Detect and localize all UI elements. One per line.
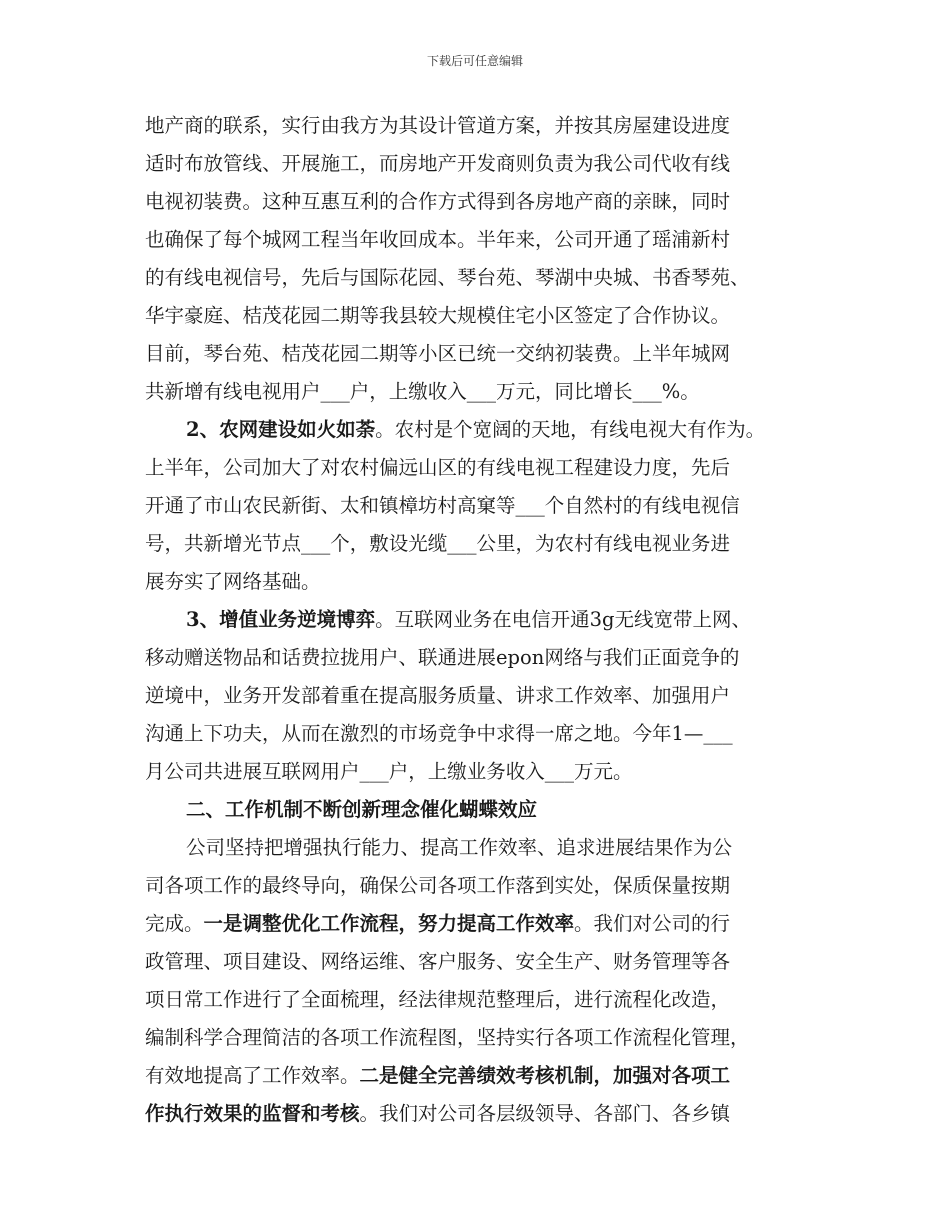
text-segment: 共新增有线电视用户___户，上缴收入___万元，同比增长___%。 bbox=[145, 380, 700, 403]
text-line-15 bbox=[145, 639, 739, 677]
text-segment: 号，共新增光节点___个，敷设光缆___公里，为农村有线电视业务进 bbox=[145, 532, 731, 555]
text-line-3 bbox=[145, 183, 730, 221]
text-segment: 也确保了每个城网工程当年收回成本。半年来，公司开通了瑶浦新村 bbox=[145, 228, 731, 251]
bold-heading-segment: 二、工作机制不断创新理念催化蝴蝶效应 bbox=[186, 798, 538, 821]
bold-heading-segment: 2、农网建设如火如荼 bbox=[186, 418, 376, 441]
bold-emphasis-segment: 二是健全完善绩效考核机制，加强对各项工 bbox=[359, 1064, 731, 1087]
text-line-7 bbox=[145, 335, 730, 373]
text-segment: 沟通上下功夫，从而在激烈的市场竞争中求得一席之地。今年1—___ bbox=[145, 722, 733, 745]
text-segment: 有效地提高了工作效率。 bbox=[145, 1064, 360, 1087]
text-line-27 bbox=[145, 1095, 730, 1133]
text-line-9 bbox=[186, 411, 765, 449]
text-segment: 目前，琴台苑、桔茂花园二期等小区已统一交纳初装费。上半年城网 bbox=[145, 342, 731, 365]
text-line-26 bbox=[145, 1057, 730, 1095]
text-line-5 bbox=[145, 259, 750, 297]
text-line-14 bbox=[186, 601, 751, 639]
text-segment: 开通了市山农民新街、太和镇樟坊村高窠等___个自然村的有线电视信 bbox=[145, 494, 740, 517]
text-line-20 bbox=[186, 829, 732, 867]
text-line-11 bbox=[145, 487, 740, 525]
text-segment: 编制科学合理简洁的各项工作流程图，坚持实行各项工作流程化管理， bbox=[145, 1026, 750, 1049]
text-segment: 适时布放管线、开展施工，而房地产开发商则负责为我公司代收有线 bbox=[145, 152, 731, 175]
text-line-16 bbox=[145, 677, 730, 715]
text-segment: 上半年，公司加大了对农村偏远山区的有线电视工程建设力度，先后 bbox=[145, 456, 731, 479]
text-segment: 地产商的联系，实行由我方为其设计管道方案，并按其房屋建设进度 bbox=[145, 114, 731, 137]
text-segment: 司各项工作的最终导向，确保公司各项工作落到实处，保质保量按期 bbox=[145, 874, 731, 897]
text-segment: 电视初装费。这种互惠互利的合作方式得到各房地产商的亲睐，同时 bbox=[145, 190, 731, 213]
text-segment: 的有线电视信号，先后与国际花园、琴台苑、琴湖中央城、书香琴苑、 bbox=[145, 266, 750, 289]
text-line-25 bbox=[145, 1019, 750, 1057]
text-line-24 bbox=[145, 981, 730, 1019]
page-header-note: 下载后可任意编辑 bbox=[426, 54, 523, 68]
bold-heading-segment: 3、增值业务逆境博弈 bbox=[186, 608, 376, 631]
text-segment: 月公司共进展互联网用户___户，上缴业务收入___万元。 bbox=[145, 760, 633, 783]
text-segment: 华宇豪庭、桔茂花园二期等我县较大规模住宅小区签定了合作协议。 bbox=[145, 304, 731, 327]
text-segment: 。我们对公司的行 bbox=[574, 912, 731, 935]
bold-emphasis-segment: 一是调整优化工作流程，努力提高工作效率 bbox=[203, 912, 575, 935]
text-line-17 bbox=[145, 715, 733, 753]
text-line-4 bbox=[145, 221, 730, 259]
text-segment: 项日常工作进行了全面梳理，经法律规范整理后，进行流程化改造， bbox=[145, 988, 731, 1011]
text-segment: 逆境中，业务开发部着重在提高服务质量、讲求工作效率、加强用户 bbox=[145, 684, 731, 707]
text-line-23 bbox=[145, 943, 730, 981]
text-segment: 。互联网业务在电信开通3g无线宽带上网、 bbox=[375, 608, 751, 631]
text-line-6 bbox=[145, 297, 730, 335]
text-segment: 政管理、项目建设、网络运维、客户服务、安全生产、财务管理等各 bbox=[145, 950, 731, 973]
text-segment: 展夯实了网络基础。 bbox=[145, 570, 321, 593]
text-segment: 公司坚持把增强执行能力、提高工作效率、追求进展结果作为公 bbox=[186, 836, 733, 859]
text-line-21 bbox=[145, 867, 730, 905]
text-line-2 bbox=[145, 145, 730, 183]
section-heading bbox=[186, 791, 537, 829]
text-line-8 bbox=[145, 373, 700, 411]
text-line-1 bbox=[145, 107, 730, 145]
text-segment: 移动赠送物品和话费拉拢用户、联通进展epon网络与我们正面竞争的 bbox=[145, 646, 740, 669]
text-segment: 。农村是个宽阔的天地，有线电视大有作为。 bbox=[375, 418, 766, 441]
text-line-18 bbox=[145, 753, 633, 791]
text-line-12 bbox=[145, 525, 730, 563]
text-line-22 bbox=[145, 905, 730, 943]
text-line-13 bbox=[145, 563, 321, 601]
text-segment: 。我们对公司各层级领导、各部门、各乡镇 bbox=[359, 1102, 731, 1125]
text-line-10 bbox=[145, 449, 730, 487]
text-segment: 完成。 bbox=[145, 912, 204, 935]
bold-emphasis-segment: 作执行效果的监督和考核 bbox=[145, 1102, 360, 1125]
